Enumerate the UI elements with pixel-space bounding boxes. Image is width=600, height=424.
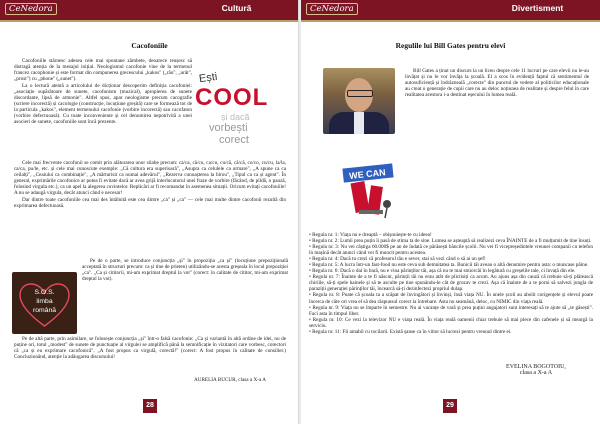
author-name: EVELINA BOGOTOIU,: [506, 364, 566, 370]
author-signature: AURELIA BUCUR, clasa a X-a A: [193, 377, 267, 383]
paragraph: Dar dintre toate cacofoniile cea mai des întâlnită este cea dintre „ca" și „ca" — cele mai multe dintre cacofonii rezultă din exprimarea defectuoasă.: [14, 197, 286, 210]
article-title: Regulile lui Bill Gates pentru elevi: [395, 41, 506, 50]
photo-glasses: [347, 90, 373, 97]
article-body-bottom: [14, 336, 286, 372]
sos-line3: română: [32, 307, 57, 314]
magazine-logo: CeNedora: [306, 3, 358, 15]
sos-line2: limba: [36, 298, 53, 305]
list-item: • Regula nr. 4: Dacă tu crezi că profesorul tău e sever, stai să vezi când o să ai un șef!: [309, 256, 486, 263]
cool-illustration: [195, 72, 277, 152]
sos-limba-romana-image: [12, 272, 77, 334]
list-item: • Regula nr. 1: Viața nu e dreaptă – obișnuiește-te cu ideea!: [309, 232, 432, 238]
right-page: [301, 0, 600, 424]
art-text-esti: Ești: [198, 70, 219, 86]
list-item: • Regula nr. 6: Dacă o dai în bară, nu e vina părinților tăi, așa că nu te mai smiorcăi în legătură cu greșelile tale, ci învață din ele.: [309, 268, 576, 275]
section-title: Cultură: [221, 3, 252, 13]
right-page-header: [301, 0, 600, 22]
article-body-top: [14, 58, 192, 127]
paragraph: Cacofoniile stârnesc adesea cele mai spontane zâmbete, deoarece reușesc să distragă atenția de la mesajul inițial. Neologismul cacofonie vine de la termenul francez cacophonie și este format din compunerea grecescului „kakos" („rău", „urât", „prost") cu „phone" („sunet").: [14, 58, 192, 83]
list-item: • Regula nr. 7: Înainte de a te fi născut, părinții tăi nu erau atât de plictisiți ca acum. Au ajuns așa din cauză că trebuie să-ți plătească chiriile, să-ți spele hainele și să te asculte pe tine spunându-le cât de grozav te crezi. Așa că înainte de a te porni să salvezi jungla de paraziții generației părinților tăi, încearcă să-ți dezinfectezi propriul dulap.: [309, 274, 593, 293]
list-item: • Regula nr. 2: Lumii prea puțin îi pasă de stima ta de sine. Lumea se așteaptă să realizezi ceva ÎNAINTE de a fi mulțumit de tine însuți.: [309, 238, 592, 245]
article-intro: [405, 68, 589, 150]
left-page: [0, 0, 299, 424]
paragraph: Pe de altă parte, prin asimilare, se folosește conjuncția „și" într-o falsă cacofonie: „Ca și variantă în altă ordine de idei, nu de puține ori, totul „modest" de sunete de punctuație al virgulei se amplifică până la semnificație în vizitatori care vorbesc, corectori că „ca și eu exprimare cacofonică". „A fost propus ca virgulă, corectă!" (corect: A fost propus în calitate de consilier.) Concluzionând, atenție la adăugarea discursului!: [14, 336, 286, 361]
rules-list: [309, 232, 593, 335]
art-text-line3: vorbești: [209, 122, 248, 134]
section-title: Divertisment: [511, 3, 564, 13]
sign-text: WE CAN: [348, 167, 387, 181]
paragraph: Pe de o parte, se introduce conjuncția „și" în propoziția „ca și" (locuțiune prepozițională acceptată în structuri precum: ca și tine de prieten) utilizându-se acesta greșeala în locul prepoziției „ca". „Ca și cititorii, mi-am exprimat dreptul la vot" (corect: în calitate de cititor, mi-am exprimat dreptul la vot).: [82, 258, 288, 283]
we-can-sign-illustration: [339, 160, 399, 222]
photo-shirt: [354, 112, 364, 134]
author-class: clasa a X-a A: [519, 370, 553, 376]
bill-gates-photo: [323, 68, 395, 134]
sos-caption: [12, 288, 77, 315]
list-item: • Regula nr. 11: Fii amabil cu tocilarii. Există șanse ca în viitor să lucrezi pentru vreunul dintre ei.: [309, 328, 512, 335]
page-number: 28: [143, 399, 157, 413]
author-signature: [481, 364, 591, 376]
sos-line1: S.O.S.: [34, 289, 55, 296]
page-number: 29: [443, 399, 457, 413]
art-text-cool: COOL: [195, 84, 269, 111]
list-item: • Regula nr. 9: Viața nu se împarte în semestre. Nu ai vacanțe de vară și prea puțini angajatori sunt interesați să te ajute să „te găsești". Faci asta în timpul liber.: [309, 304, 593, 317]
magazine-logo: CeNedora: [5, 3, 57, 15]
article-title: Cacofoniile: [131, 41, 168, 50]
paragraph: La o lectură atentă a articolului de dicționar descoperim definiția cacofoniei: „asociație supărătoare de sunete, cacofonism (muzical), apropierea de sunete discordante, lipsă de armonie". Altfel spus, apar neologisme precum cacografie (scriere incorectă) și cacologie (construcție, locuțiune greșită) care se formează tot de la particula „kakos", element termenului cacofonie (vorbire incorectă) sau cacofaton (vorbire defectuoasă). Cu toate inconveniente și cel denumirea nepotrivită a unei asocieri de sunete, cacofoniile sunt încă prezente.: [14, 83, 192, 126]
paragraph: Bill Gates a ținut un discurs la un liceu despre cele 11 lucruri pe care elevii nu le-au învățat și nu le vor învăța la școală. El a scos în evidență faptul că sentimentul de autosuficiență și îndrăzneală „corecte" din punctul de vedere al politicilor educaționale au creat o generație de copii care nu au deloc noțiunea de realitate și despre felul în care realitatea acestora i-a destinat eșecului în lumea reală.: [405, 68, 589, 99]
left-page-header: [0, 0, 299, 22]
list-item: • Regula nr. 8: Poate că școala ta a scăpat de învingători și învinși, însă viața NU. În unele școli au abolit corigențele și elevul poate încerca de câte ori vrea el să dea răspunsul corect la întrebare. Asta nu seamănă, deloc, cu NIMIC din viața reală.: [309, 292, 593, 305]
paragraph: Cele mai frecvente cacofonii se comit prin alăturarea unor silabe precum: ca/ca, că/cu, ca/cu, cu/că, că/că, co/co, cu/cu, la/la, ca/ca, pu/le, etc. și cele mai cunoscute exemple: „Că cultura era superioară", „Asupra ca celulele ca urmare", „A spune ca ca ceilalți", „Ceaiului ca combinație", „A mărturisit ca numai adevărul", „Rezerva cunoașterea la birou", „Tipul ca ca și agent". În general, exprimările cacofonice ar putea fi evitate dacă ar avea grijă interlocutorul unei fraze de vorbire (făcând, de pildă, o pauză, folosind virgula etc.), ca un apel la alegerea cuvintelor. Replicări ar fi recomandat în asemenea situații. Oricum evitați cacofoniile! A nu se adaugă virgula, decât atunci când e necesar!: [14, 160, 286, 197]
list-item: • Regula nr. 3: Nu vei câștiga 60.000$ pe an de îndată ce părăsești băncile școlii. Nu vei fi vicepreședintele vreunei companii cu telefon în mașină decât atunci când vei fi muncit pentru acestea.: [309, 244, 593, 257]
list-item: • Regula nr. 10: Ce vezi la televizor NU e viața reală. În viața reală oamenii chiar trebuie să mai plece din cafenele și să meargă la serviciu.: [309, 316, 593, 329]
art-text-line4: corect: [219, 134, 249, 146]
art-text-line2: și dacă: [221, 112, 250, 122]
article-body-middle: [14, 160, 286, 256]
list-item: • Regula nr. 5: A lucra într-un fast-food nu este ceva sub demnitatea ta. Bunicii tăi aveau o altă denumire pentru asta: o muncase pâine.: [309, 262, 589, 269]
